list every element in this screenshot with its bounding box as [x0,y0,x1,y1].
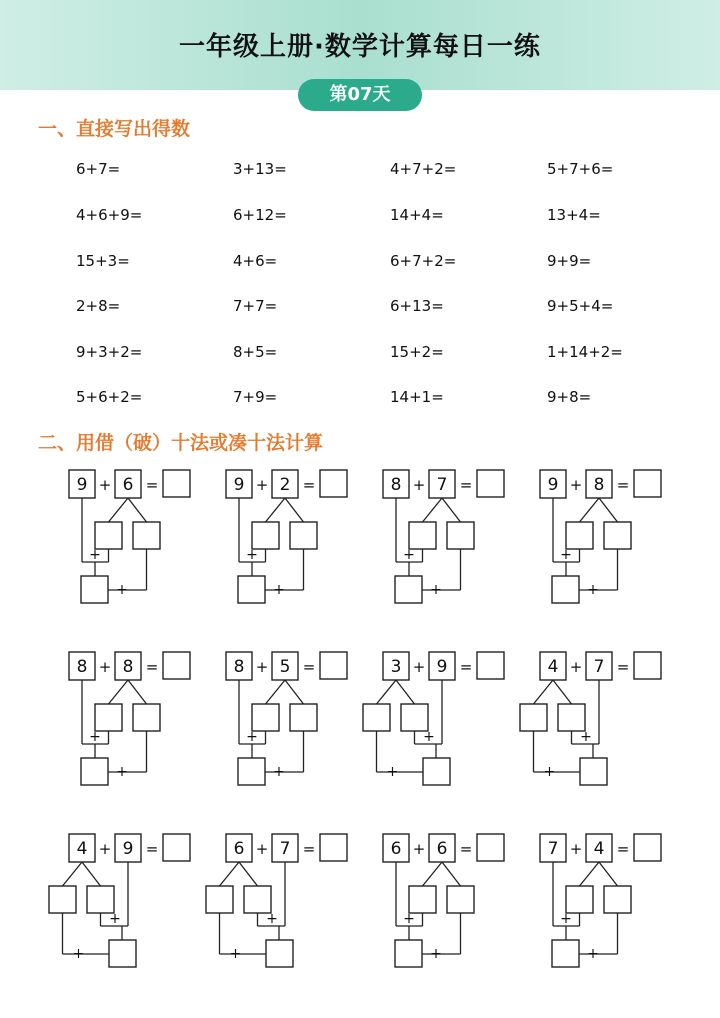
plus-sign: + [255,840,269,858]
problem-1-2: 3+13= [233,160,287,178]
equals-sign: = [145,840,159,858]
connector-line [128,498,147,522]
plus-sign: + [246,547,258,563]
connector-line [396,680,415,704]
connector-line [442,862,461,886]
split-part-box [520,704,547,731]
plus-sign: + [109,911,121,927]
equals-sign: = [616,840,630,858]
plus-sign: + [246,729,258,745]
connector-line [109,498,129,522]
plus-sign: + [587,582,599,598]
problem-4-1: 2+8= [76,297,121,315]
connector-line [239,862,258,886]
day-badge: 第07天 [298,79,422,111]
plus-sign: + [403,911,415,927]
split-part-box [558,704,585,731]
split-part-box [409,522,436,549]
addend-a-value: 8 [390,475,402,495]
connector-line [423,862,443,886]
equals-sign: = [145,476,159,494]
answer-box [320,652,347,679]
plus-sign: + [116,582,128,598]
answer-box [163,470,190,497]
problem-6-3: 14+1= [390,388,444,406]
split-part-box [133,704,160,731]
connector-line [82,862,101,886]
equals-sign: = [302,658,316,676]
addend-a-value: 6 [390,839,402,859]
equals-sign: = [302,840,316,858]
split-part-box [290,704,317,731]
split-part-box [401,704,428,731]
plus-sign: + [587,946,599,962]
ten-sum-box [423,758,450,785]
split-part-box [447,522,474,549]
connector-line [285,498,304,522]
ten-sum-box [552,576,579,603]
plus-sign: + [430,946,442,962]
answer-box [163,834,190,861]
plus-sign: + [89,547,101,563]
equals-sign: = [459,476,473,494]
plus-sign: + [412,840,426,858]
ten-sum-box [266,940,293,967]
ten-sum-box [580,758,607,785]
answer-box [163,652,190,679]
problem-3-3: 6+7+2= [390,252,457,270]
equals-sign: = [459,658,473,676]
plus-sign: + [273,764,285,780]
problem-2-2: 6+12= [233,206,287,224]
equals-sign: = [459,840,473,858]
ten-sum-box [81,576,108,603]
problem-5-2: 8+5= [233,343,278,361]
split-part-box [252,522,279,549]
addend-a-value: 3 [390,657,402,677]
split-part-box [252,704,279,731]
plus-sign: + [423,729,435,745]
addend-b-value: 2 [279,475,291,495]
plus-sign: + [255,658,269,676]
addend-b-value: 6 [122,475,134,495]
answer-box [634,652,661,679]
plus-sign: + [569,476,583,494]
plus-sign: + [98,476,112,494]
problem-1-3: 4+7+2= [390,160,457,178]
page-title: 一年级上册·数学计算每日一练 [179,32,541,62]
plus-sign: + [560,911,572,927]
connector-line [377,680,397,704]
addend-a-value: 9 [233,475,245,495]
addend-b-value: 8 [593,475,605,495]
ten-sum-box [238,576,265,603]
problem-6-4: 9+8= [547,388,592,406]
connector-line [580,862,600,886]
split-part-box [409,886,436,913]
connector-line [553,680,572,704]
plus-sign: + [266,911,278,927]
problem-5-4: 1+14+2= [547,343,623,361]
plus-sign: + [569,840,583,858]
plus-sign: + [98,840,112,858]
answer-box [477,652,504,679]
connector-line [285,680,304,704]
plus-sign: + [255,476,269,494]
plus-sign: + [72,946,85,962]
problem-4-4: 9+5+4= [547,297,614,315]
plus-sign: + [116,764,128,780]
addend-a-value: 7 [547,839,559,859]
plus-sign: + [98,658,112,676]
addend-b-value: 9 [122,839,134,859]
split-part-box [95,704,122,731]
split-part-box [566,522,593,549]
answer-box [634,470,661,497]
ten-sum-box [109,940,136,967]
ten-sum-box [81,758,108,785]
split-part-box [95,522,122,549]
equals-sign: = [302,476,316,494]
plus-sign: + [560,547,572,563]
connector-line [534,680,554,704]
connector-line [442,498,461,522]
addend-a-value: 4 [76,839,88,859]
answer-box [477,470,504,497]
split-part-box [133,522,160,549]
connector-line [599,498,618,522]
ten-sum-box [395,576,422,603]
split-part-box [290,522,317,549]
addend-a-value: 6 [233,839,245,859]
addend-b-value: 5 [279,657,291,677]
problem-5-3: 15+2= [390,343,444,361]
problem-2-1: 4+6+9= [76,206,143,224]
plus-sign: + [412,476,426,494]
equals-sign: = [616,658,630,676]
answer-box [477,834,504,861]
split-part-box [49,886,76,913]
problem-3-2: 4+6= [233,252,278,270]
connector-line [266,680,286,704]
addend-b-value: 8 [122,657,134,677]
plus-sign: + [403,547,415,563]
problem-5-1: 9+3+2= [76,343,143,361]
equals-sign: = [145,658,159,676]
addend-b-value: 4 [593,839,605,859]
ten-sum-box [238,758,265,785]
addend-a-value: 4 [547,657,559,677]
problem-6-1: 5+6+2= [76,388,143,406]
connector-line [128,680,147,704]
problem-1-4: 5+7+6= [547,160,614,178]
split-part-box [447,886,474,913]
connector-line [63,862,83,886]
plus-sign: + [543,764,556,780]
plus-sign: + [229,946,242,962]
connector-line [580,498,600,522]
plus-sign: + [412,658,426,676]
connector-line [220,862,240,886]
section1-title: 一、直接写出得数 [38,118,191,140]
problem-1-1: 6+7= [76,160,121,178]
addend-a-value: 9 [547,475,559,495]
problem-3-4: 9+9= [547,252,592,270]
split-part-box [363,704,390,731]
addend-b-value: 7 [279,839,291,859]
answer-box [320,834,347,861]
problem-4-2: 7+7= [233,297,278,315]
problem-6-2: 7+9= [233,388,278,406]
split-part-box [87,886,114,913]
connector-line [599,862,618,886]
plus-sign: + [89,729,101,745]
ten-sum-box [552,940,579,967]
plus-sign: + [430,582,442,598]
addend-a-value: 8 [76,657,88,677]
addend-a-value: 8 [233,657,245,677]
plus-sign: + [569,658,583,676]
plus-sign: + [580,729,592,745]
problem-4-3: 6+13= [390,297,444,315]
addend-b-value: 6 [436,839,448,859]
problem-3-1: 15+3= [76,252,130,270]
answer-box [634,834,661,861]
problem-2-3: 14+4= [390,206,444,224]
split-part-box [244,886,271,913]
split-part-box [566,886,593,913]
split-part-box [604,886,631,913]
connector-line [423,498,443,522]
addend-b-value: 7 [436,475,448,495]
split-part-box [206,886,233,913]
addend-a-value: 9 [76,475,88,495]
addend-b-value: 7 [593,657,605,677]
connector-line [109,680,129,704]
section2-title: 二、用借（破）十法或凑十法计算 [38,432,324,454]
answer-box [320,470,347,497]
split-part-box [604,522,631,549]
equals-sign: = [616,476,630,494]
addend-b-value: 9 [436,657,448,677]
connector-line [266,498,286,522]
plus-sign: + [273,582,285,598]
problem-2-4: 13+4= [547,206,601,224]
plus-sign: + [386,764,399,780]
ten-sum-box [395,940,422,967]
